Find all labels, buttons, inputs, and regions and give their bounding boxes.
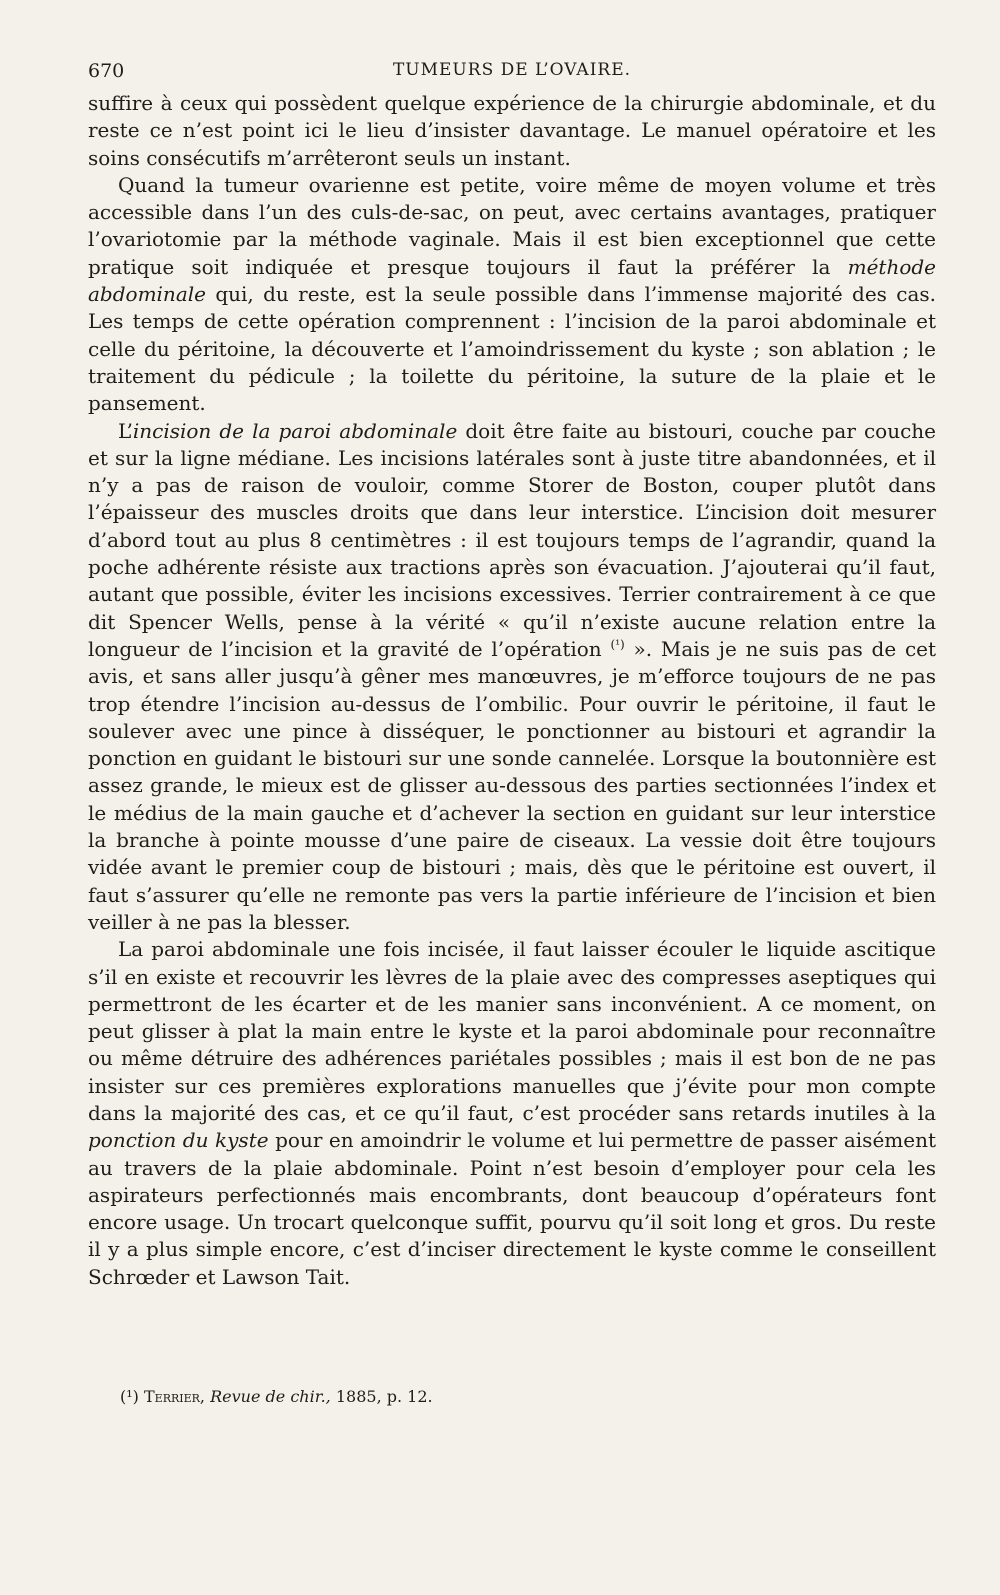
- paragraph-3: [88, 418, 936, 937]
- paragraph-3-text-a: doit être faite au bistouri, couche par couche et sur la ligne médiane. Les incisions latérales sont à juste titre abandonnées, et il n’y a pas de raison de vouloir, comme Storer de Boston, couper plutôt dans l’épaisseur des muscles droits que dans leur interstice. L’incision doit mesurer d’abord tout au plus 8 centimètres : il est toujours temps de l’agrandir, quand la poche adhérente résiste aux tractions après son évacuation. J’ajouterai qu’il faut, autant que possible, éviter les incisions excessives. Terrier contrairement à ce que dit Spencer Wells, pense à la vérité « qu’il n’existe aucune relation entre la longueur de l’incision et la gravité de l’opération: [88, 418, 936, 661]
- running-title: TUMEURS DE L’OVAIRE.: [392, 60, 632, 80]
- italic-ponction-kyste: ponction du kyste: [88, 1128, 269, 1153]
- paragraph-4-text-a: La paroi abdominale une fois incisée, il faut laisser écouler le liquide ascitique s’il en existe et recouvrir les lèvres de la plaie avec des compresses aseptiques qui permettront de les écarter et de les manier sans inconvénient. A ce moment, on peut glisser à plat la main entre le kyste et la paroi abdominale pour reconnaître ou même détruire des adhérences pariétales possibles ; mais il est bon de ne pas insister sur ces premières explorations manuelles que j’évite pour mon compte dans la majorité des cas, et ce qu’il faut, c’est procéder sans retards inutiles à la: [88, 937, 936, 1125]
- paragraph-2-text-a: Quand la tumeur ovarienne est petite, voire même de moyen volume et très accessible dans l’un des culs-de-sac, on peut, avec certains avantages, pratiquer l’ovariotomie par la méthode vaginale. Mais il est bien exceptionnel que cette pratique soit indiquée et presque toujours il faut la préférer la: [88, 172, 936, 279]
- body-text: [88, 90, 936, 1291]
- footnote-marker: (¹): [120, 1387, 139, 1406]
- paragraph-1: [88, 90, 936, 172]
- paragraph-2: [88, 172, 936, 418]
- footnote: [120, 1387, 433, 1407]
- footnote-details: 1885, p. 12.: [335, 1387, 433, 1406]
- paragraph-3-lead: L’: [118, 418, 133, 443]
- footnote-author: Terrier,: [144, 1387, 206, 1406]
- paragraph-1-text: suffire à ceux qui possèdent quelque expérience de la chirurgie abdominale, et du reste ce n’est point ici le lieu d’insister davantage. Le manuel opératoire et les soins consécutifs m’arrêteront seuls un instant.: [88, 91, 936, 170]
- running-head: [88, 60, 936, 84]
- italic-methode-abdominale: méthode abdominale: [88, 254, 937, 307]
- paragraph-2-text-b: qui, du reste, est la seule possible dans l’immense majorité des cas. Les temps de cette opération comprennent : l’incision de la paroi abdominale et celle du péritoine, la découverte et l’amoindrissement du kyste ; son ablation ; le traitement du pédicule ; la toilette du péritoine, la suture de la plaie et le pansement.: [88, 282, 937, 416]
- paragraph-4: [88, 936, 936, 1291]
- footnote-ref: (¹): [610, 637, 625, 652]
- paragraph-4-text-b: pour en amoindrir le volume et lui permettre de passer aisément au travers de la plaie abdominale. Point n’est besoin d’employer pour cela les aspirateurs perfectionnés mais encombrants, dont beaucoup d’opérateurs font encore usage. Un trocart quelconque suffit, pourvu qu’il soit long et gros. Du reste il y a plus simple encore, c’est d’inciser directement le kyste comme le conseillent Schrœder et Lawson Tait.: [88, 1128, 937, 1289]
- page-number: 670: [88, 60, 125, 82]
- footnote-title: Revue de chir.,: [210, 1387, 331, 1406]
- italic-incision-paroi: incision de la paroi abdominale: [132, 418, 458, 443]
- paragraph-3-text-b: ». Mais je ne suis pas de cet avis, et sans aller jusqu’à gêner mes manœuvres, je m’efforce toujours de ne pas trop étendre l’incision au-dessus de l’ombilic. Pour ouvrir le péritoine, il faut le soulever avec une pince à disséquer, le ponctionner au bistouri et agrandir la ponction en guidant le bistouri sur une sonde cannelée. Lorsque la boutonnière est assez grande, le mieux est de glisser au-dessous des parties sectionnées l’index et le médius de la main gauche et d’achever la section en guidant sur leur interstice la branche à pointe mousse d’une paire de ciseaux. La vessie doit être toujours vidée avant le premier coup de bistouri ; mais, dès que le péritoine est ouvert, il faut s’assurer qu’elle ne remonte pas vers la partie inférieure de l’incision et bien veiller à ne pas la blesser.: [88, 636, 937, 934]
